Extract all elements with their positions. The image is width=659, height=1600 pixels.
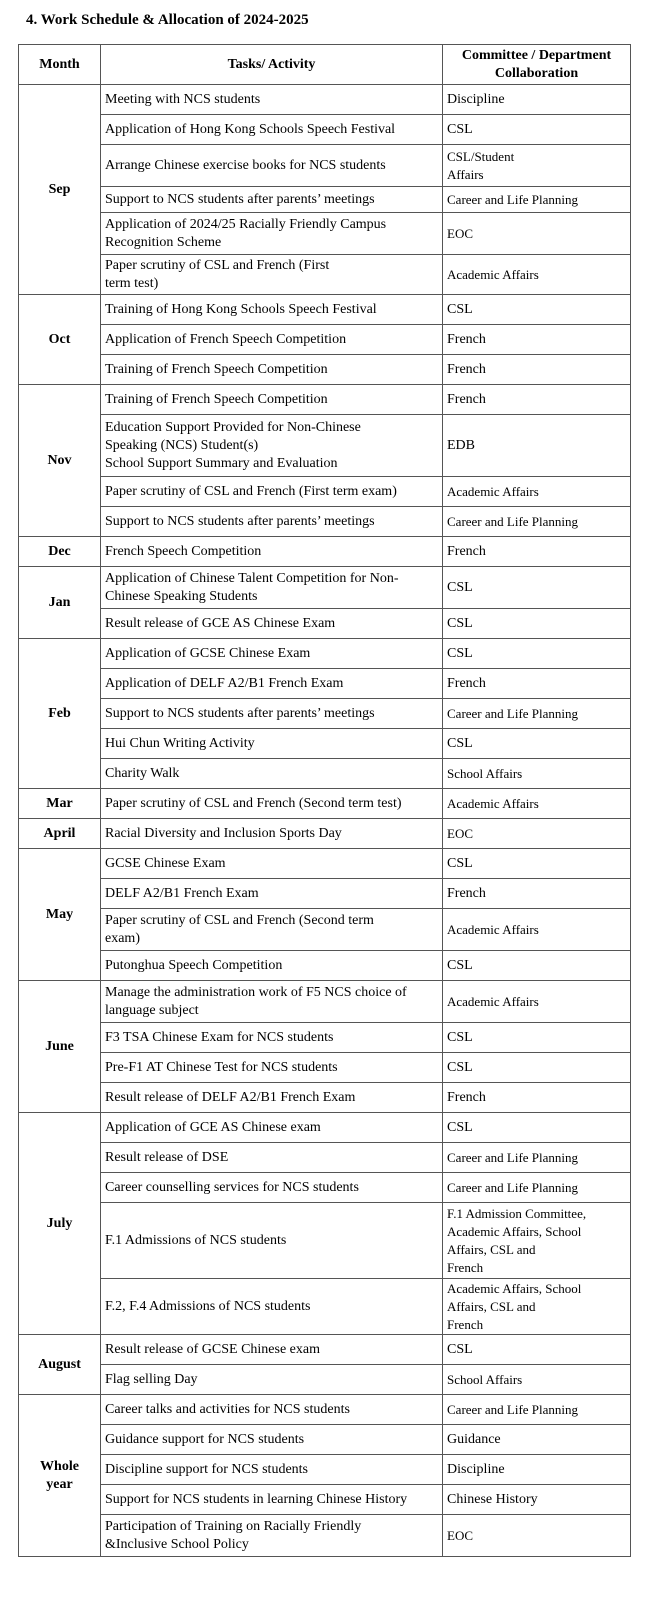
month-cell: Dec (19, 537, 101, 567)
collaboration-cell: Career and Life Planning (443, 699, 631, 729)
month-cell: Mar (19, 789, 101, 819)
task-cell: Racial Diversity and Inclusion Sports Day (101, 819, 443, 849)
task-cell: Result release of DSE (101, 1143, 443, 1173)
task-cell: Paper scrutiny of CSL and French (Second term test) (101, 789, 443, 819)
collaboration-cell: Discipline (443, 85, 631, 115)
task-cell: Career talks and activities for NCS students (101, 1395, 443, 1425)
table-row (19, 759, 631, 789)
table-row (19, 213, 631, 255)
table-row (19, 415, 631, 477)
task-cell: Putonghua Speech Competition (101, 951, 443, 981)
collaboration-cell: EOC (443, 1515, 631, 1557)
table-row (19, 537, 631, 567)
collaboration-cell: Academic Affairs (443, 981, 631, 1023)
table-row (19, 1485, 631, 1515)
collaboration-cell: French (443, 355, 631, 385)
table-row (19, 609, 631, 639)
table-row (19, 1023, 631, 1053)
task-cell: DELF A2/B1 French Exam (101, 879, 443, 909)
table-row (19, 879, 631, 909)
table-row (19, 325, 631, 355)
collaboration-cell: CSL (443, 609, 631, 639)
table-row (19, 187, 631, 213)
month-column-header: Month (19, 45, 101, 85)
collaboration-cell: Career and Life Planning (443, 1173, 631, 1203)
table-row (19, 1515, 631, 1557)
task-cell: Guidance support for NCS students (101, 1425, 443, 1455)
month-cell: July (19, 1113, 101, 1335)
table-row (19, 115, 631, 145)
collaboration-cell: School Affairs (443, 1365, 631, 1395)
task-cell: Paper scrutiny of CSL and French (First term test) (101, 255, 443, 295)
month-cell: June (19, 981, 101, 1113)
task-cell: Flag selling Day (101, 1365, 443, 1395)
table-row (19, 1143, 631, 1173)
collaboration-cell: French (443, 669, 631, 699)
table-row (19, 951, 631, 981)
task-cell: Application of GCSE Chinese Exam (101, 639, 443, 669)
task-cell: Application of GCE AS Chinese exam (101, 1113, 443, 1143)
collaboration-cell: French (443, 537, 631, 567)
table-row (19, 1173, 631, 1203)
task-cell: Charity Walk (101, 759, 443, 789)
collaboration-cell: EDB (443, 415, 631, 477)
table-row (19, 819, 631, 849)
table-row (19, 1083, 631, 1113)
task-cell: Application of 2024/25 Racially Friendly Campus Recognition Scheme (101, 213, 443, 255)
task-cell: Hui Chun Writing Activity (101, 729, 443, 759)
table-row (19, 567, 631, 609)
task-cell: Support to NCS students after parents’ meetings (101, 187, 443, 213)
task-cell: Training of French Speech Competition (101, 355, 443, 385)
month-cell: Whole year (19, 1395, 101, 1557)
table-row (19, 295, 631, 325)
collaboration-cell: CSL (443, 849, 631, 879)
collaboration-cell: Discipline (443, 1455, 631, 1485)
work-schedule-table (18, 44, 631, 1557)
collaboration-cell: EOC (443, 213, 631, 255)
task-cell: GCSE Chinese Exam (101, 849, 443, 879)
collaboration-cell: Career and Life Planning (443, 1143, 631, 1173)
schedule-body (19, 85, 631, 1557)
collaboration-cell: CSL (443, 951, 631, 981)
month-cell: Feb (19, 639, 101, 789)
table-row (19, 477, 631, 507)
month-cell: August (19, 1335, 101, 1395)
table-row (19, 699, 631, 729)
table-row (19, 255, 631, 295)
document-heading: 4. Work Schedule & Allocation of 2024-2025 (26, 12, 309, 28)
table-row (19, 1455, 631, 1485)
collaboration-cell: Career and Life Planning (443, 1395, 631, 1425)
task-cell: Education Support Provided for Non-Chinese Speaking (NCS) Student(s) School Support Summary and Evaluation (101, 415, 443, 477)
task-cell: F.2, F.4 Admissions of NCS students (101, 1279, 443, 1335)
task-cell: Training of Hong Kong Schools Speech Festival (101, 295, 443, 325)
table-row (19, 1425, 631, 1455)
table-row (19, 1335, 631, 1365)
month-cell: May (19, 849, 101, 981)
task-cell: Result release of DELF A2/B1 French Exam (101, 1083, 443, 1113)
collaboration-cell: Guidance (443, 1425, 631, 1455)
collaboration-cell: CSL/Student Affairs (443, 145, 631, 187)
table-row (19, 981, 631, 1023)
collaboration-cell: School Affairs (443, 759, 631, 789)
table-row (19, 1365, 631, 1395)
task-cell: Result release of GCE AS Chinese Exam (101, 609, 443, 639)
collaboration-cell: F.1 Admission Committee, Academic Affairs, School Affairs, CSL and French (443, 1203, 631, 1279)
table-row (19, 1203, 631, 1279)
table-row (19, 385, 631, 415)
table-row (19, 789, 631, 819)
collaboration-cell: Career and Life Planning (443, 187, 631, 213)
table-row (19, 849, 631, 879)
task-cell: French Speech Competition (101, 537, 443, 567)
task-cell: Application of French Speech Competition (101, 325, 443, 355)
task-cell: Application of Chinese Talent Competition for Non- Chinese Speaking Students (101, 567, 443, 609)
task-cell: Arrange Chinese exercise books for NCS students (101, 145, 443, 187)
table-row (19, 909, 631, 951)
collaboration-cell: French (443, 1083, 631, 1113)
collaboration-cell: CSL (443, 295, 631, 325)
collaboration-cell: CSL (443, 1023, 631, 1053)
task-cell: F.1 Admissions of NCS students (101, 1203, 443, 1279)
collaboration-cell: French (443, 385, 631, 415)
table-row (19, 355, 631, 385)
task-cell: Career counselling services for NCS students (101, 1173, 443, 1203)
collaboration-cell: CSL (443, 729, 631, 759)
table-row (19, 1113, 631, 1143)
task-cell: Manage the administration work of F5 NCS choice of language subject (101, 981, 443, 1023)
month-cell: April (19, 819, 101, 849)
collaboration-cell: CSL (443, 567, 631, 609)
table-row (19, 1395, 631, 1425)
month-cell: Sep (19, 85, 101, 295)
table-row (19, 729, 631, 759)
table-row (19, 669, 631, 699)
collaboration-cell: CSL (443, 1335, 631, 1365)
table-row (19, 145, 631, 187)
collaboration-cell: CSL (443, 639, 631, 669)
collaboration-cell: French (443, 879, 631, 909)
collaboration-header-line1: Committee / Department (461, 47, 612, 63)
collaboration-cell: Academic Affairs (443, 477, 631, 507)
collaboration-cell: CSL (443, 115, 631, 145)
collaboration-cell: CSL (443, 1113, 631, 1143)
task-cell: Paper scrutiny of CSL and French (First term exam) (101, 477, 443, 507)
task-cell: Pre-F1 AT Chinese Test for NCS students (101, 1053, 443, 1083)
task-cell: Application of Hong Kong Schools Speech Festival (101, 115, 443, 145)
table-row (19, 507, 631, 537)
collaboration-column-header (443, 45, 631, 85)
collaboration-cell: Academic Affairs (443, 909, 631, 951)
table-row (19, 639, 631, 669)
task-cell: Meeting with NCS students (101, 85, 443, 115)
collaboration-cell: French (443, 325, 631, 355)
table-row (19, 1279, 631, 1335)
task-cell: Discipline support for NCS students (101, 1455, 443, 1485)
collaboration-cell: Academic Affairs (443, 789, 631, 819)
collaboration-header-line2: Collaboration (494, 65, 579, 81)
collaboration-cell: Career and Life Planning (443, 507, 631, 537)
month-cell: Jan (19, 567, 101, 639)
task-cell: Support to NCS students after parents’ meetings (101, 507, 443, 537)
task-column-header: Tasks/ Activity (101, 45, 443, 85)
collaboration-cell: Chinese History (443, 1485, 631, 1515)
month-cell: Oct (19, 295, 101, 385)
task-cell: Application of DELF A2/B1 French Exam (101, 669, 443, 699)
collaboration-cell: CSL (443, 1053, 631, 1083)
task-cell: Paper scrutiny of CSL and French (Second term exam) (101, 909, 443, 951)
collaboration-cell: EOC (443, 819, 631, 849)
task-cell: Training of French Speech Competition (101, 385, 443, 415)
task-cell: F3 TSA Chinese Exam for NCS students (101, 1023, 443, 1053)
collaboration-cell: Academic Affairs, School Affairs, CSL and French (443, 1279, 631, 1335)
table-row (19, 1053, 631, 1083)
collaboration-cell: Academic Affairs (443, 255, 631, 295)
task-cell: Participation of Training on Racially Friendly &Inclusive School Policy (101, 1515, 443, 1557)
task-cell: Result release of GCSE Chinese exam (101, 1335, 443, 1365)
task-cell: Support for NCS students in learning Chinese History (101, 1485, 443, 1515)
table-header-row (19, 45, 631, 85)
task-cell: Support to NCS students after parents’ meetings (101, 699, 443, 729)
table-row (19, 85, 631, 115)
month-cell: Nov (19, 385, 101, 537)
